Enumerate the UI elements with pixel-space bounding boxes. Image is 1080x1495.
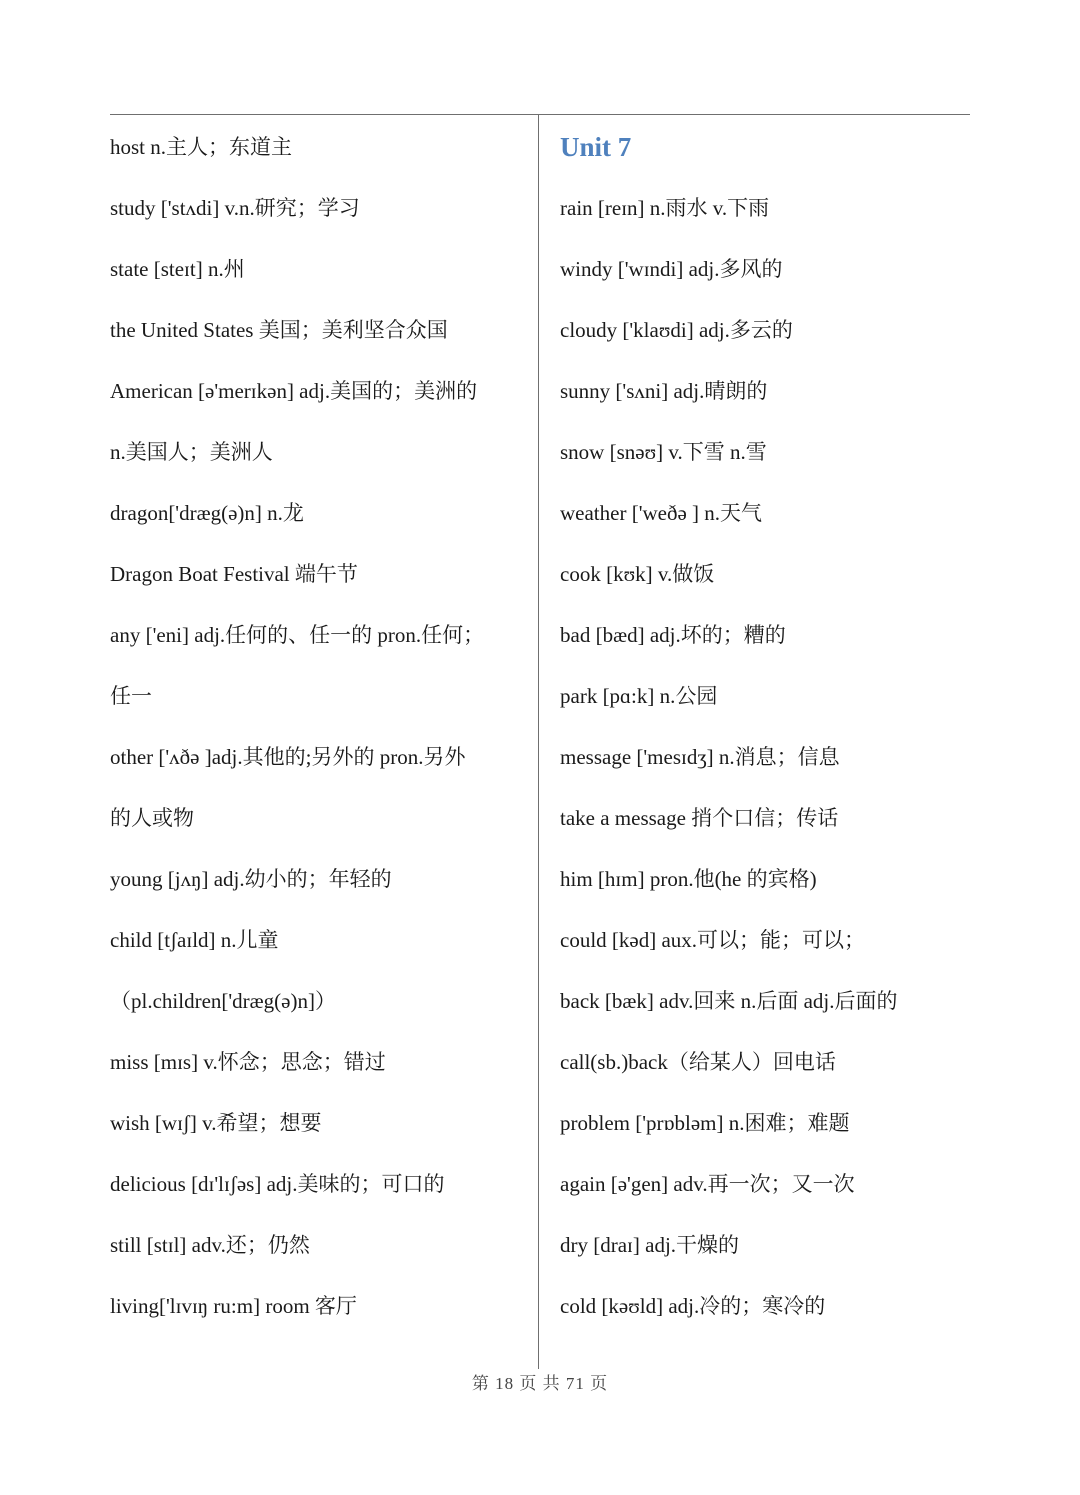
- vocab-line: snow [snəʊ] v.下雪 n.雪: [560, 440, 767, 464]
- vocab-line: message ['mesɪdʒ] n.消息；信息: [560, 745, 840, 769]
- vocab-line: back [bæk] adv.回来 n.后面 adj.后面的: [560, 989, 898, 1013]
- vocab-line: study ['stʌdi] v.n.研究；学习: [110, 196, 360, 220]
- vocab-line: living['lɪvɪŋ ru:m] room 客厅: [110, 1294, 357, 1318]
- vocab-line: cook [kʊk] v.做饭: [560, 562, 715, 586]
- vocab-line: sunny ['sʌni] adj.晴朗的: [560, 379, 768, 403]
- vocab-line: take a message 捎个口信；传话: [560, 806, 839, 830]
- vocab-line: cloudy ['klaʊdi] adj.多云的: [560, 318, 793, 342]
- vocab-line: rain [reɪn] n.雨水 v.下雨: [560, 196, 770, 220]
- vocab-line: the United States 美国；美利坚合众国: [110, 318, 448, 342]
- header-rule: [110, 114, 970, 115]
- vocab-line: miss [mɪs] v.怀念；思念；错过: [110, 1050, 386, 1074]
- vocab-line: windy ['wɪndi] adj.多风的: [560, 257, 783, 281]
- vocab-line: （pl.children['dræg(ə)n]）: [110, 989, 336, 1013]
- vocab-line: 任一: [110, 684, 152, 708]
- vocab-line: 的人或物: [110, 806, 194, 830]
- vocab-line: park [pɑ:k] n.公园: [560, 684, 718, 708]
- vocab-line: could [kəd] aux.可以；能；可以；: [560, 928, 866, 952]
- page-number: 第 18 页 共 71 页: [471, 1374, 609, 1393]
- vocab-line: state [steɪt] n.州: [110, 257, 245, 281]
- vocab-line: weather ['weðə ] n.天气: [560, 501, 763, 525]
- right-column: [560, 117, 970, 1337]
- unit-heading: Unit 7: [560, 132, 632, 162]
- vocab-line: American [ə'merɪkən] adj.美国的；美洲的: [110, 379, 478, 403]
- left-column: [110, 117, 530, 1337]
- vocab-line: again [ə'gen] adv.再一次；又一次: [560, 1172, 855, 1196]
- vocab-line: bad [bæd] adj.坏的；糟的: [560, 623, 786, 647]
- vocab-line: other ['ʌðə ]adj.其他的;另外的 pron.另外: [110, 745, 466, 769]
- vocab-line: delicious [dɪ'lɪʃəs] adj.美味的；可口的: [110, 1172, 445, 1196]
- vocab-line: young [jʌŋ] adj.幼小的；年轻的: [110, 867, 392, 891]
- column-divider: [538, 114, 539, 1369]
- vocab-line: any ['eni] adj.任何的、任一的 pron.任何；: [110, 623, 485, 647]
- vocab-line: wish [wɪʃ] v.希望；想要: [110, 1111, 322, 1135]
- vocab-line: call(sb.)back（给某人）回电话: [560, 1050, 836, 1074]
- vocab-line: dry [draɪ] adj.干燥的: [560, 1233, 740, 1257]
- vocab-line: still [stɪl] adv.还；仍然: [110, 1233, 310, 1257]
- vocab-line: cold [kəʊld] adj.冷的；寒冷的: [560, 1294, 826, 1318]
- vocab-line: n.美国人；美洲人: [110, 440, 273, 464]
- vocab-line: Dragon Boat Festival 端午节: [110, 562, 358, 586]
- vocab-line: child [tʃaɪld] n.儿童: [110, 928, 279, 952]
- vocab-line: host n.主人；东道主: [110, 135, 293, 159]
- vocab-line: dragon['dræg(ə)n] n.龙: [110, 501, 304, 525]
- vocab-line: problem ['prɒbləm] n.困难；难题: [560, 1111, 850, 1135]
- vocab-line: him [hɪm] pron.他(he 的宾格): [560, 867, 817, 891]
